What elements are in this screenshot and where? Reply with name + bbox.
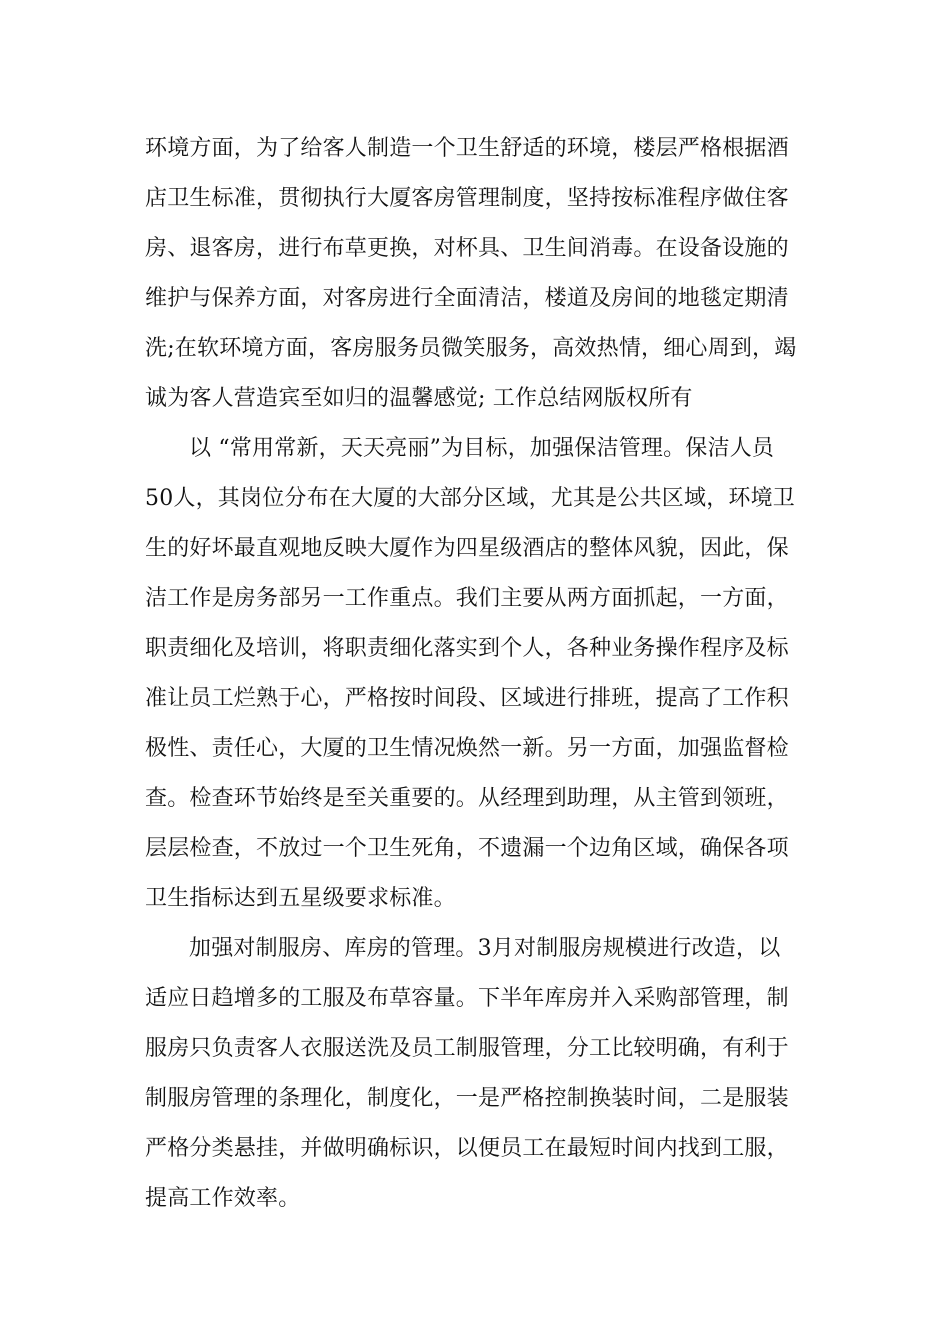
paragraph-line: 维护与保养方面，对客房进行全面清洁，楼道及房间的地毯定期清: [145, 286, 789, 311]
paragraph-environment: [145, 124, 810, 424]
paragraph-line: 店卫生标准，贯彻执行大厦客房管理制度，坚持按标准程序做住客: [145, 186, 789, 211]
paragraph-line: 洁工作是房务部另一工作重点。我们主要从两方面抓起，一方面，: [145, 586, 789, 611]
paragraph-line: 环境方面，为了给客人制造一个卫生舒适的环境，楼层严格根据酒: [145, 136, 789, 161]
paragraph-line: 提高工作效率。: [145, 1186, 301, 1211]
paragraph-line: 以 “常用常新，天天亮丽”为目标，加强保洁管理。保洁人员: [189, 436, 775, 461]
paragraph-line: 查。检查环节始终是至关重要的。从经理到助理，从主管到领班，: [145, 786, 789, 811]
paragraph-line: 严格分类悬挂，并做明确标识，以便员工在最短时间内找到工服，: [145, 1136, 789, 1161]
paragraph-cleaning: [145, 424, 810, 924]
paragraph-line: 层层检查，不放过一个卫生死角，不遗漏一个边角区域，确保各项: [145, 836, 789, 861]
document-body: [145, 124, 810, 1224]
paragraph-line: 生的好坏最直观地反映大厦作为四星级酒店的整体风貌，因此，保: [145, 536, 789, 561]
paragraph-line: 50人，其岗位分布在大厦的大部分区域，尤其是公共区域，环境卫: [145, 486, 795, 511]
paragraph-line: 制服房管理的条理化，制度化，一是严格控制换装时间，二是服装: [145, 1086, 789, 1111]
paragraph-line: 洗;在软环境方面，客房服务员微笑服务，高效热情，细心周到，竭: [145, 336, 797, 361]
paragraph-uniform-room: [145, 924, 810, 1224]
paragraph-line: 准让员工烂熟于心，严格按时间段、区域进行排班，提高了工作积: [145, 686, 789, 711]
paragraph-line: 卫生指标达到五星级要求标准。: [145, 886, 456, 911]
paragraph-line: 服房只负责客人衣服送洗及员工制服管理，分工比较明确，有利于: [145, 1036, 789, 1061]
paragraph-line: 加强对制服房、库房的管理。3月对制服房规模进行改造，以: [189, 936, 781, 961]
paragraph-line: 职责细化及培训，将职责细化落实到个人，各种业务操作程序及标: [145, 636, 789, 661]
paragraph-line: 适应日趋增多的工服及布草容量。下半年库房并入采购部管理，制: [145, 986, 789, 1011]
paragraph-line: 诚为客人营造宾至如归的温馨感觉; 工作总结网版权所有: [145, 386, 693, 411]
paragraph-line: 房、退客房，进行布草更换，对杯具、卫生间消毒。在设备设施的: [145, 236, 789, 261]
paragraph-line: 极性、责任心，大厦的卫生情况焕然一新。另一方面，加强监督检: [145, 736, 789, 761]
